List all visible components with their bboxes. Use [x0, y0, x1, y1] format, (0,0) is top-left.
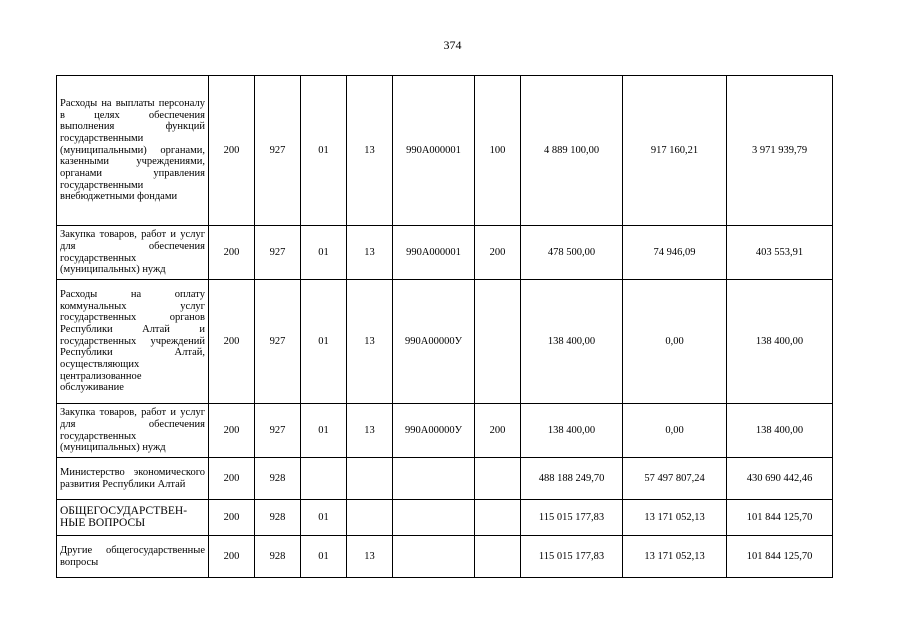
row-name: Закупка товаров, работ и услуг для обеспечения государственных (муниципальных) нужд: [57, 226, 209, 280]
col-expense-type: 100: [475, 76, 521, 226]
col-expense-type: [475, 536, 521, 578]
col-remaining: 3 971 939,79: [727, 76, 833, 226]
col-expense-type: [475, 458, 521, 500]
col-remaining: 138 400,00: [727, 404, 833, 458]
col-expense-type: 200: [475, 226, 521, 280]
col-subsection: 13: [347, 76, 393, 226]
col-subsection: [347, 458, 393, 500]
col-code: 200: [209, 404, 255, 458]
col-ministry: 927: [255, 404, 301, 458]
col-ministry: 927: [255, 280, 301, 404]
page-number: 374: [443, 38, 462, 52]
col-subsection: 13: [347, 226, 393, 280]
col-ministry: 927: [255, 76, 301, 226]
budget-table: [56, 75, 833, 578]
col-section: [301, 458, 347, 500]
col-code: 200: [209, 458, 255, 500]
table-row: [57, 76, 833, 226]
col-ministry: 928: [255, 458, 301, 500]
col-executed: 74 946,09: [623, 226, 727, 280]
col-subsection: 13: [347, 536, 393, 578]
table-row: [57, 500, 833, 536]
col-section: 01: [301, 500, 347, 536]
col-remaining: 430 690 442,46: [727, 458, 833, 500]
col-code: 200: [209, 500, 255, 536]
table-row: [57, 226, 833, 280]
col-target: [393, 458, 475, 500]
col-remaining: 403 553,91: [727, 226, 833, 280]
col-code: 200: [209, 536, 255, 578]
col-subsection: [347, 500, 393, 536]
col-target: [393, 500, 475, 536]
row-name: Расходы на выплаты персоналу в целях обеспечения выполнения функций государственными (муниципальными) органами, казенными учреждениями, органами управления государственными внебюджетными фондами: [57, 76, 209, 226]
col-target: 990A000001: [393, 76, 475, 226]
col-section: 01: [301, 76, 347, 226]
col-executed: 57 497 807,24: [623, 458, 727, 500]
col-expense-type: [475, 500, 521, 536]
col-executed: 13 171 052,13: [623, 500, 727, 536]
table-row: [57, 404, 833, 458]
col-ministry: 927: [255, 226, 301, 280]
col-section: 01: [301, 536, 347, 578]
col-target: 990A00000У: [393, 280, 475, 404]
col-subsection: 13: [347, 280, 393, 404]
row-name: Закупка товаров, работ и услуг для обеспечения государственных (муниципальных) нужд: [57, 404, 209, 458]
col-executed: 13 171 052,13: [623, 536, 727, 578]
col-ministry: 928: [255, 500, 301, 536]
col-target: [393, 536, 475, 578]
col-section: 01: [301, 280, 347, 404]
col-remaining: 138 400,00: [727, 280, 833, 404]
row-name: ОБЩЕГОСУДАРСТВЕН-НЫЕ ВОПРОСЫ: [57, 500, 209, 536]
col-planned: 115 015 177,83: [521, 536, 623, 578]
col-target: 990A000001: [393, 226, 475, 280]
col-subsection: 13: [347, 404, 393, 458]
col-planned: 138 400,00: [521, 280, 623, 404]
table-row: [57, 280, 833, 404]
col-ministry: 928: [255, 536, 301, 578]
col-remaining: 101 844 125,70: [727, 500, 833, 536]
col-expense-type: [475, 280, 521, 404]
col-executed: 917 160,21: [623, 76, 727, 226]
col-executed: 0,00: [623, 404, 727, 458]
col-planned: 4 889 100,00: [521, 76, 623, 226]
col-planned: 138 400,00: [521, 404, 623, 458]
col-section: 01: [301, 404, 347, 458]
col-section: 01: [301, 226, 347, 280]
col-code: 200: [209, 76, 255, 226]
col-planned: 488 188 249,70: [521, 458, 623, 500]
table-row: [57, 458, 833, 500]
col-expense-type: 200: [475, 404, 521, 458]
col-code: 200: [209, 226, 255, 280]
col-planned: 478 500,00: [521, 226, 623, 280]
row-name: Расходы на оплату коммунальных услуг государственных органов Республики Алтай и государственных учреждений Республики Алтай, осуществляющих централизованное обслуживание: [57, 280, 209, 404]
row-name: Другие общегосударственные вопросы: [57, 536, 209, 578]
col-executed: 0,00: [623, 280, 727, 404]
table-row: [57, 536, 833, 578]
row-name: Министерство экономического развития Республики Алтай: [57, 458, 209, 500]
col-remaining: 101 844 125,70: [727, 536, 833, 578]
col-code: 200: [209, 280, 255, 404]
col-target: 990A00000У: [393, 404, 475, 458]
col-planned: 115 015 177,83: [521, 500, 623, 536]
